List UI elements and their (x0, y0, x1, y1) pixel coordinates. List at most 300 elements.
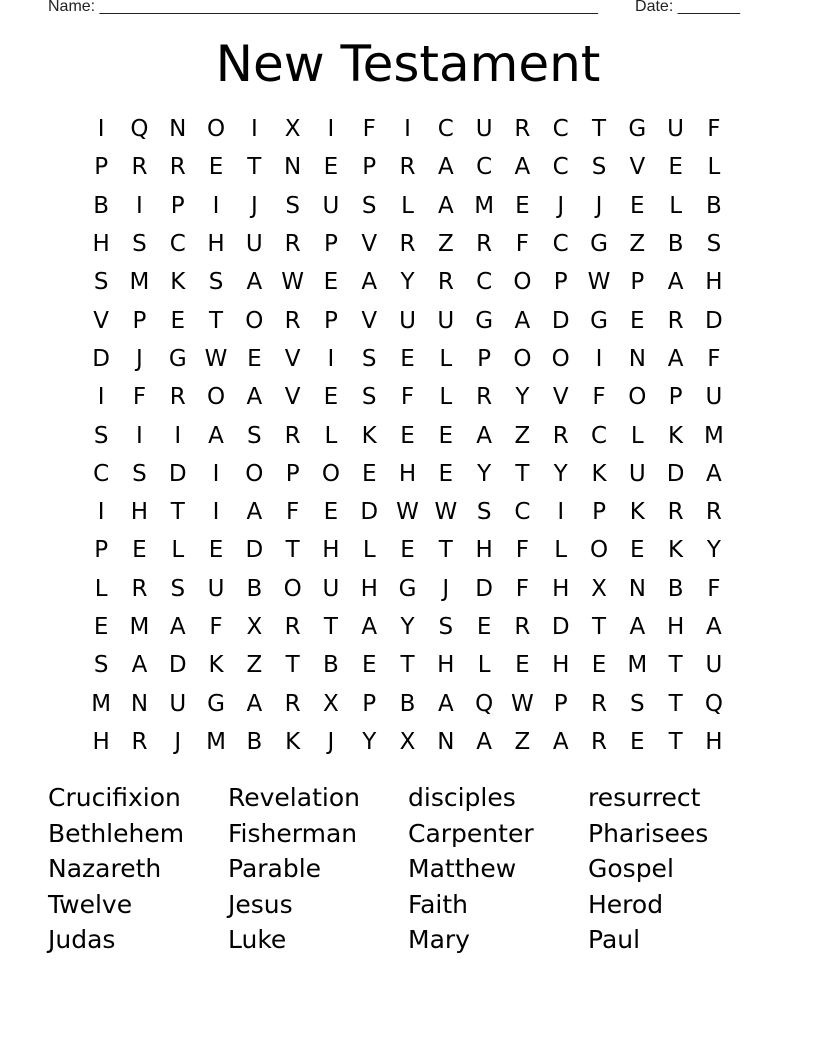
grid-letter: Y (362, 728, 377, 755)
grid-letter: Z (514, 728, 531, 755)
grid-letter: R (399, 231, 416, 258)
grid-letter: A (706, 614, 722, 640)
grid-letter: A (361, 614, 378, 640)
grid-letter: D (360, 499, 379, 526)
grid-letter: B (246, 728, 263, 755)
grid-letter: U (437, 307, 455, 334)
grid-letter: P (323, 231, 338, 258)
grid-letter: N (628, 575, 646, 602)
grid-letter: A (246, 499, 263, 526)
grid-letter: N (130, 690, 149, 717)
grid-letter: U (705, 652, 723, 679)
word-list-item: Paul (588, 925, 641, 955)
grid-letter: V (284, 345, 301, 372)
grid-letter: M (474, 192, 495, 219)
grid-letter: J (174, 728, 182, 755)
grid-letter: Y (400, 614, 415, 640)
grid-letter: K (208, 652, 224, 679)
grid-letter: R (131, 728, 148, 755)
grid-letter: J (250, 192, 258, 219)
grid-letter: U (322, 575, 340, 602)
grid-letter: S (361, 384, 377, 411)
word-list-item: Jesus (228, 889, 293, 919)
word-list-item: resurrect (588, 783, 701, 813)
grid-letter: Q (130, 116, 149, 143)
grid-letter: U (667, 116, 685, 143)
grid-letter: V (629, 154, 646, 181)
grid-letter: C (514, 499, 531, 526)
word-list-item: Gospel (588, 854, 674, 884)
grid-letter: F (707, 345, 721, 372)
grid-letter: I (557, 499, 565, 526)
grid-letter: O (321, 460, 340, 487)
grid-letter: R (552, 422, 569, 449)
word-list-item: Bethlehem (48, 818, 185, 848)
grid-letter: K (668, 537, 684, 564)
grid-letter: U (245, 231, 263, 258)
grid-letter: N (628, 345, 646, 372)
grid-letter: G (590, 231, 608, 258)
grid-letter: P (170, 192, 185, 219)
grid-letter: X (284, 116, 301, 143)
grid-letter: L (401, 192, 414, 219)
grid-letter: X (246, 614, 263, 640)
word-list (48, 780, 768, 958)
grid-letter: M (91, 690, 112, 717)
grid-letter: I (97, 116, 105, 143)
grid-letter: C (590, 422, 608, 449)
grid-letter: F (286, 499, 300, 526)
grid-letter: X (399, 728, 416, 755)
grid-letter: T (285, 652, 300, 679)
grid-letter: E (132, 537, 147, 564)
grid-letter: W (281, 269, 304, 296)
grid-letter: I (136, 192, 143, 219)
grid-letter: E (630, 537, 645, 564)
grid-letter: A (361, 269, 378, 296)
grid-letter: K (668, 422, 684, 449)
grid-letter: B (399, 690, 416, 717)
grid-letter: K (629, 499, 645, 526)
grid-letter: G (590, 307, 608, 334)
grid-letter: A (706, 460, 722, 487)
grid-letter: E (438, 422, 454, 449)
word-list-item: Pharisees (588, 818, 709, 848)
grid-letter: F (707, 575, 721, 602)
grid-letter: J (327, 728, 335, 755)
grid-letter: N (437, 728, 455, 755)
grid-letter: M (206, 728, 226, 755)
grid-letter: K (591, 460, 607, 487)
word-list-item: Revelation (228, 783, 360, 813)
grid-letter: J (557, 192, 565, 219)
grid-letter: V (361, 231, 378, 258)
grid-letter: L (554, 537, 568, 564)
header (48, 0, 740, 20)
grid-letter: I (250, 116, 258, 143)
grid-letter: H (705, 269, 723, 296)
grid-letter: V (552, 384, 569, 411)
grid-letter: A (437, 154, 454, 181)
grid-letter: H (130, 499, 149, 526)
grid-letter: M (627, 652, 648, 679)
grid-letter: O (589, 537, 609, 564)
grid-letter: T (285, 537, 300, 564)
grid-letter: J (442, 575, 450, 602)
grid-letter: L (707, 154, 721, 181)
grid-letter: E (323, 384, 339, 411)
grid-letter: O (245, 460, 264, 487)
grid-letter: S (93, 652, 109, 679)
grid-letter: D (168, 460, 187, 487)
grid-letter: Q (704, 690, 723, 717)
grid-letter: B (706, 192, 722, 219)
grid-letter: F (132, 384, 147, 411)
grid-letter: R (667, 307, 684, 334)
grid-letter: B (667, 231, 684, 258)
grid-letter: H (92, 728, 110, 755)
grid-letter: R (284, 422, 301, 449)
grid-letter: E (400, 345, 415, 372)
grid-letter: T (209, 307, 224, 334)
grid-letter: D (475, 575, 493, 602)
grid-letter: S (285, 192, 300, 219)
grid-letter: I (595, 345, 603, 372)
grid-letter: W (587, 269, 611, 296)
grid-letter: P (477, 345, 492, 372)
grid-letter: I (174, 422, 182, 449)
grid-letter: Z (246, 652, 263, 679)
grid-letter: G (398, 575, 417, 602)
grid-letter: E (515, 652, 530, 679)
grid-letter: H (666, 614, 685, 640)
grid-letter: C (552, 116, 569, 143)
grid-letter: A (514, 307, 531, 334)
grid-letter: T (323, 614, 338, 640)
grid-letter: G (168, 345, 187, 372)
grid-letter: I (136, 422, 143, 449)
grid-letter: R (476, 231, 493, 258)
grid-letter: A (629, 614, 646, 640)
grid-letter: U (322, 192, 340, 219)
grid-letter: C (437, 116, 454, 143)
grid-letter: E (361, 652, 377, 679)
grid-letter: F (362, 116, 376, 143)
grid-letter: A (667, 269, 684, 296)
grid-letter: S (208, 269, 224, 296)
grid-letter: S (132, 231, 147, 258)
grid-letter: A (552, 728, 569, 755)
grid-letter: R (284, 231, 301, 258)
grid-letter: R (284, 690, 301, 717)
grid-letter: A (169, 614, 186, 640)
grid-letter: R (591, 690, 607, 717)
grid-letter: T (668, 728, 683, 755)
grid-letter: E (591, 652, 607, 679)
grid-letter: R (284, 614, 301, 640)
grid-letter: H (475, 537, 493, 564)
grid-letter: I (404, 116, 411, 143)
grid-letter: W (511, 690, 534, 717)
grid-letter: L (630, 422, 644, 449)
grid-letter: R (169, 154, 186, 181)
grid-letter: E (323, 499, 339, 526)
word-list-item: disciples (408, 783, 516, 813)
grid-letter: C (476, 269, 493, 296)
grid-letter: R (399, 154, 416, 181)
grid-letter: A (476, 728, 492, 755)
grid-letter: S (170, 575, 186, 602)
grid-letter: H (207, 231, 225, 258)
grid-letter: N (169, 116, 187, 143)
grid-letter: T (438, 537, 453, 564)
grid-letter: O (628, 384, 647, 411)
grid-letter: E (400, 537, 415, 564)
grid-letter: R (514, 614, 531, 640)
grid-letter: D (168, 652, 187, 679)
grid-letter: O (513, 269, 532, 296)
grid-letter: P (323, 307, 338, 334)
grid-letter: P (362, 154, 377, 181)
grid-letter: I (327, 116, 335, 143)
grid-letter: X (591, 575, 607, 602)
date-field-label: Date: _______ (635, 0, 740, 15)
grid-letter: L (362, 537, 376, 564)
grid-letter: S (591, 154, 607, 181)
grid-letter: R (169, 384, 186, 411)
grid-letter: H (398, 460, 417, 487)
grid-letter: N (284, 154, 302, 181)
grid-letter: S (361, 345, 377, 372)
grid-letter: P (592, 499, 606, 526)
grid-letter: H (322, 537, 340, 564)
grid-letter: X (323, 690, 339, 717)
grid-letter: I (212, 499, 220, 526)
grid-letter: S (361, 192, 377, 219)
grid-letter: Y (515, 384, 530, 411)
word-list-item: Judas (48, 925, 116, 955)
grid-letter: Z (629, 231, 646, 258)
grid-letter: S (706, 231, 722, 258)
grid-letter: C (169, 231, 186, 258)
grid-letter: A (246, 384, 263, 411)
grid-letter: W (396, 499, 419, 526)
grid-letter: B (323, 652, 339, 679)
grid-letter: U (628, 460, 646, 487)
grid-letter: S (93, 269, 109, 296)
grid-letter: I (97, 384, 105, 411)
grid-letter: P (94, 154, 109, 181)
grid-letter: A (437, 690, 454, 717)
grid-letter: E (515, 192, 530, 219)
grid-letter: F (707, 116, 721, 143)
word-list-item: Herod (588, 889, 664, 919)
grid-letter: C (93, 460, 110, 487)
grid-letter: F (515, 575, 530, 602)
name-field-label: Name: ________________________________________________________ (48, 0, 598, 15)
grid-letter: T (668, 690, 683, 717)
grid-letter: V (93, 307, 110, 334)
grid-letter: R (131, 154, 148, 181)
grid-letter: P (132, 307, 147, 334)
grid-letter: E (668, 154, 683, 181)
grid-letter: S (476, 499, 492, 526)
grid-letter: E (323, 154, 339, 181)
word-list-item: Matthew (408, 854, 517, 884)
grid-letter: J (595, 192, 603, 219)
grid-letter: P (668, 384, 683, 411)
grid-letter: P (630, 269, 645, 296)
word-list-item: Fisherman (228, 818, 358, 848)
grid-letter: U (705, 384, 723, 411)
grid-letter: P (553, 269, 568, 296)
page-title: New Testament (215, 35, 601, 93)
grid-letter: H (92, 231, 110, 258)
grid-letter: Y (400, 269, 415, 296)
grid-letter: B (93, 192, 110, 219)
grid-letter: H (437, 652, 455, 679)
grid-letter: O (206, 116, 226, 143)
grid-letter: F (209, 614, 223, 640)
grid-letter: C (552, 154, 569, 181)
grid-letter: F (515, 231, 530, 258)
grid-letter: E (208, 154, 224, 181)
grid-letter: L (171, 537, 185, 564)
grid-letter: Z (514, 422, 531, 449)
grid-letter: Y (553, 460, 568, 487)
grid-letter: M (703, 422, 724, 449)
grid-letter: O (283, 575, 302, 602)
grid-letter: O (513, 345, 532, 372)
grid-letter: O (206, 384, 226, 411)
grid-letter: E (400, 422, 415, 449)
grid-letter: Y (706, 537, 721, 564)
word-list-item: Nazareth (48, 854, 162, 884)
grid-letter: E (93, 614, 109, 640)
grid-letter: A (476, 422, 492, 449)
grid-letter: R (705, 499, 722, 526)
grid-letter: L (669, 192, 683, 219)
grid-letter: A (246, 690, 263, 717)
grid-letter: B (246, 575, 263, 602)
grid-letter: W (204, 345, 228, 372)
grid-letter: E (208, 537, 224, 564)
grid-letter: E (630, 192, 645, 219)
word-list-item: Carpenter (408, 818, 534, 848)
grid-letter: E (630, 728, 645, 755)
grid-letter: T (515, 460, 530, 487)
grid-letter: T (247, 154, 262, 181)
grid-letter: G (628, 116, 647, 143)
grid-letter: G (207, 690, 225, 717)
grid-letter: S (438, 614, 454, 640)
grid-letter: F (592, 384, 606, 411)
grid-letter: R (437, 269, 454, 296)
grid-letter: W (434, 499, 458, 526)
grid-letter: H (360, 575, 378, 602)
grid-letter: M (129, 614, 150, 640)
grid-letter: Y (477, 460, 492, 487)
grid-letter: I (212, 192, 220, 219)
grid-letter: A (131, 652, 148, 679)
grid-letter: E (630, 307, 645, 334)
grid-letter: U (169, 690, 187, 717)
grid-letter: H (552, 652, 570, 679)
grid-letter: T (170, 499, 185, 526)
grid-letter: L (94, 575, 108, 602)
grid-letter: U (399, 307, 416, 334)
word-list-item: Luke (228, 925, 287, 955)
grid-letter: D (705, 307, 723, 334)
grid-letter: S (247, 422, 262, 449)
grid-letter: D (551, 614, 570, 640)
grid-letter: E (247, 345, 262, 372)
grid-letter: L (477, 652, 491, 679)
grid-letter: P (553, 690, 568, 717)
grid-letter: I (327, 345, 335, 372)
word-search-grid (82, 110, 732, 761)
grid-letter: E (438, 460, 454, 487)
grid-letter: T (591, 614, 607, 640)
grid-letter: T (400, 652, 415, 679)
grid-letter: R (667, 499, 684, 526)
word-list-item: Twelve (48, 889, 133, 919)
grid-letter: C (552, 231, 569, 258)
grid-letter: F (515, 537, 530, 564)
grid-letter: D (92, 345, 110, 372)
grid-letter: Q (475, 690, 494, 717)
grid-letter: K (170, 269, 186, 296)
word-list-item: Faith (408, 889, 468, 919)
grid-letter: D (551, 307, 570, 334)
grid-letter: B (667, 575, 684, 602)
word-list-item: Crucifixion (48, 783, 181, 813)
grid-letter: P (94, 537, 109, 564)
grid-letter: H (552, 575, 570, 602)
grid-letter: E (476, 614, 492, 640)
grid-letter: J (136, 345, 143, 372)
grid-letter: A (437, 192, 454, 219)
grid-letter: U (475, 116, 493, 143)
grid-letter: A (246, 269, 263, 296)
grid-letter: A (514, 154, 531, 181)
grid-letter: T (591, 116, 607, 143)
grid-letter: K (361, 422, 377, 449)
grid-letter: R (131, 575, 148, 602)
grid-letter: S (132, 460, 147, 487)
grid-letter: S (630, 690, 645, 717)
grid-letter: T (668, 652, 683, 679)
grid-letter: Z (437, 231, 454, 258)
grid-letter: H (705, 728, 723, 755)
grid-letter: R (591, 728, 607, 755)
grid-letter: C (476, 154, 493, 181)
grid-letter: O (245, 307, 264, 334)
grid-letter: P (285, 460, 300, 487)
grid-letter: R (514, 116, 531, 143)
grid-letter: E (361, 460, 377, 487)
grid-letter: E (170, 307, 186, 334)
grid-letter: D (245, 537, 264, 564)
grid-letter: K (285, 728, 301, 755)
grid-letter: A (208, 422, 224, 449)
grid-letter: L (324, 422, 338, 449)
grid-letter: L (439, 384, 453, 411)
grid-letter: P (362, 690, 377, 717)
grid-letter: F (400, 384, 415, 411)
grid-letter: O (551, 345, 570, 372)
grid-letter: G (475, 307, 494, 334)
